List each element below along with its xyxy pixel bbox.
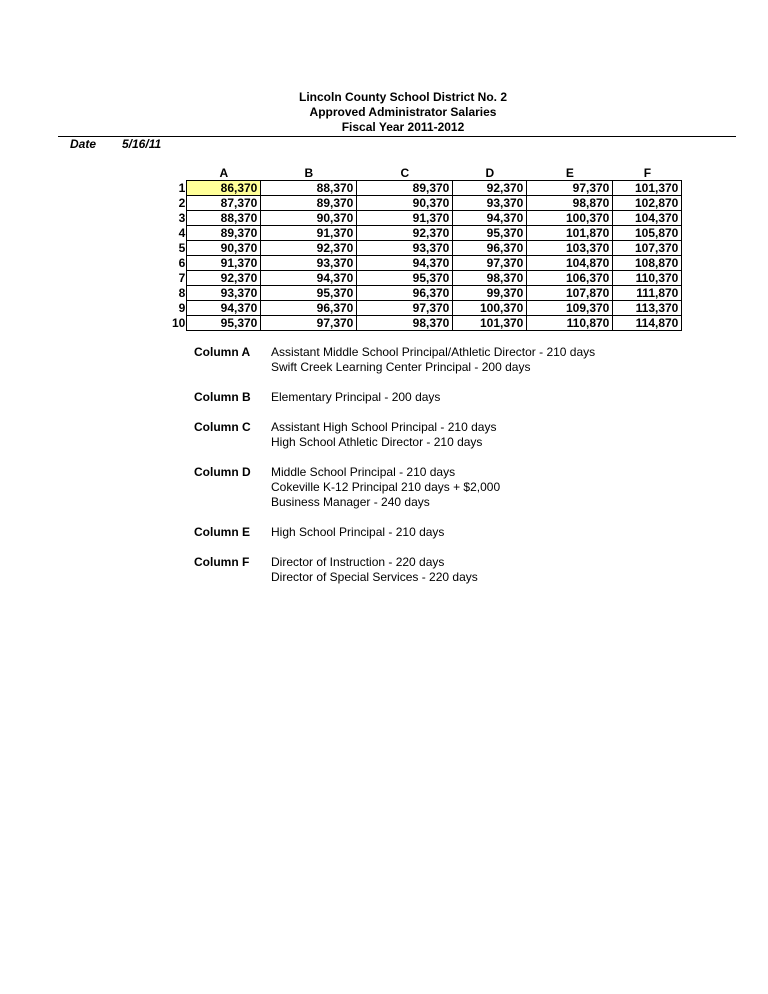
legend-description xyxy=(271,345,595,375)
table-row xyxy=(172,256,682,271)
salary-cell[interactable]: 92,370 xyxy=(187,271,261,286)
salary-cell[interactable]: 94,370 xyxy=(261,271,357,286)
legend-position-line: Director of Special Services - 220 days xyxy=(271,570,478,584)
salary-cell[interactable]: 91,370 xyxy=(357,211,453,226)
legend-position-line: Elementary Principal - 200 days xyxy=(271,390,441,404)
salary-cell[interactable]: 102,870 xyxy=(613,196,682,211)
legend-group xyxy=(194,390,595,405)
salary-cell[interactable]: 114,870 xyxy=(613,316,682,331)
salary-cell[interactable]: 89,370 xyxy=(357,181,453,196)
salary-cell[interactable]: 94,370 xyxy=(187,301,261,316)
salary-cell[interactable]: 96,370 xyxy=(261,301,357,316)
salary-cell[interactable]: 93,370 xyxy=(453,196,527,211)
step-number: 5 xyxy=(178,241,186,255)
salary-cell[interactable]: 89,370 xyxy=(187,226,261,241)
salary-cell[interactable]: 111,870 xyxy=(613,286,682,301)
table-row xyxy=(172,301,682,316)
salary-cell[interactable]: 88,370 xyxy=(187,211,261,226)
row-number-header xyxy=(172,164,187,181)
salary-cell[interactable]: 95,370 xyxy=(453,226,527,241)
salary-cell[interactable]: 100,370 xyxy=(453,301,527,316)
column-header-c: C xyxy=(400,166,410,180)
table-row xyxy=(172,316,682,331)
legend-position-line: Director of Instruction - 220 days xyxy=(271,555,445,569)
salary-cell[interactable]: 104,870 xyxy=(527,256,613,271)
salary-cell[interactable]: 93,370 xyxy=(357,241,453,256)
column-header-b: B xyxy=(304,166,314,180)
salary-cell[interactable]: 101,370 xyxy=(613,181,682,196)
salary-cell[interactable]: 97,370 xyxy=(453,256,527,271)
document-title xyxy=(0,90,768,135)
salary-cell[interactable]: 106,370 xyxy=(527,271,613,286)
salary-cell[interactable]: 92,370 xyxy=(261,241,357,256)
legend-description xyxy=(271,555,478,585)
legend-group xyxy=(194,420,595,450)
salary-cell[interactable]: 95,370 xyxy=(357,271,453,286)
salary-cell[interactable]: 93,370 xyxy=(261,256,357,271)
salary-cell[interactable]: 101,870 xyxy=(527,226,613,241)
salary-cell[interactable]: 86,370 xyxy=(187,181,261,196)
legend-description xyxy=(271,525,444,540)
column-legend xyxy=(194,345,595,600)
step-number: 4 xyxy=(178,226,186,240)
legend-column-name: Column A xyxy=(194,345,251,359)
legend-position-line: Business Manager - 240 days xyxy=(271,495,430,509)
table-row xyxy=(172,181,682,196)
table-row xyxy=(172,226,682,241)
salary-cell[interactable]: 94,370 xyxy=(357,256,453,271)
legend-position-line: Swift Creek Learning Center Principal - 200 days xyxy=(271,360,531,374)
column-header-row xyxy=(172,164,682,181)
legend-group xyxy=(194,465,595,510)
step-number: 2 xyxy=(178,196,186,210)
salary-cell[interactable]: 96,370 xyxy=(453,241,527,256)
salary-cell[interactable]: 97,370 xyxy=(261,316,357,331)
salary-cell[interactable]: 88,370 xyxy=(261,181,357,196)
salary-cell[interactable]: 90,370 xyxy=(357,196,453,211)
legend-position-line: Assistant Middle School Principal/Athletic Director - 210 days xyxy=(271,345,596,359)
salary-cell[interactable]: 105,870 xyxy=(613,226,682,241)
legend-position-line: High School Principal - 210 days xyxy=(271,525,445,539)
legend-column-name: Column F xyxy=(194,555,250,569)
salary-cell[interactable]: 113,370 xyxy=(613,301,682,316)
column-header-f: F xyxy=(643,166,652,180)
salary-cell[interactable]: 109,370 xyxy=(527,301,613,316)
salary-cell[interactable]: 99,370 xyxy=(453,286,527,301)
salary-cell[interactable]: 108,870 xyxy=(613,256,682,271)
legend-column-name: Column D xyxy=(194,465,251,479)
legend-position-line: High School Athletic Director - 210 days xyxy=(271,435,483,449)
table-row xyxy=(172,271,682,286)
column-header-d: D xyxy=(485,166,495,180)
salary-cell[interactable]: 92,370 xyxy=(357,226,453,241)
column-header-a: A xyxy=(219,166,229,180)
salary-table-body xyxy=(172,181,682,331)
table-row xyxy=(172,241,682,256)
salary-cell[interactable]: 93,370 xyxy=(187,286,261,301)
date-value: 5/16/11 xyxy=(122,137,162,151)
salary-cell[interactable]: 103,370 xyxy=(527,241,613,256)
salary-cell[interactable]: 90,370 xyxy=(187,241,261,256)
step-number: 9 xyxy=(178,301,186,315)
salary-cell[interactable]: 100,370 xyxy=(527,211,613,226)
salary-cell[interactable]: 89,370 xyxy=(261,196,357,211)
legend-column-name: Column E xyxy=(194,525,250,539)
step-number: 6 xyxy=(178,256,186,270)
report-title: Approved Administrator Salaries xyxy=(309,105,497,119)
fiscal-year: Fiscal Year 2011-2012 xyxy=(341,120,465,134)
salary-cell[interactable]: 87,370 xyxy=(187,196,261,211)
legend-description xyxy=(271,465,500,510)
legend-column-name: Column B xyxy=(194,390,251,404)
salary-cell[interactable]: 94,370 xyxy=(453,211,527,226)
table-row xyxy=(172,211,682,226)
step-number: 3 xyxy=(178,211,186,225)
salary-cell[interactable]: 97,370 xyxy=(527,181,613,196)
salary-cell[interactable]: 92,370 xyxy=(453,181,527,196)
salary-cell[interactable]: 107,870 xyxy=(527,286,613,301)
salary-cell[interactable]: 91,370 xyxy=(261,226,357,241)
legend-group xyxy=(194,345,595,375)
step-number: 7 xyxy=(178,271,186,285)
legend-position-line: Middle School Principal - 210 days xyxy=(271,465,456,479)
date-label: Date xyxy=(70,137,97,151)
table-row xyxy=(172,286,682,301)
salary-cell[interactable]: 98,370 xyxy=(357,316,453,331)
salary-cell[interactable]: 97,370 xyxy=(357,301,453,316)
salary-cell[interactable]: 107,370 xyxy=(613,241,682,256)
legend-description xyxy=(271,390,440,405)
salary-cell[interactable]: 95,370 xyxy=(187,316,261,331)
legend-description xyxy=(271,420,496,450)
salary-cell[interactable]: 110,370 xyxy=(613,271,682,286)
legend-column-name: Column C xyxy=(194,420,251,434)
district-name: Lincoln County School District No. 2 xyxy=(298,90,507,104)
step-number: 10 xyxy=(172,316,186,330)
step-number: 1 xyxy=(178,181,186,195)
salary-cell[interactable]: 98,870 xyxy=(527,196,613,211)
table-row xyxy=(172,196,682,211)
salary-cell[interactable]: 110,870 xyxy=(527,316,613,331)
salary-table xyxy=(172,164,682,331)
salary-cell[interactable]: 101,370 xyxy=(453,316,527,331)
salary-cell[interactable]: 104,370 xyxy=(613,211,682,226)
column-header-e: E xyxy=(565,166,574,180)
salary-cell[interactable]: 96,370 xyxy=(357,286,453,301)
step-number: 8 xyxy=(178,286,186,300)
salary-cell[interactable]: 91,370 xyxy=(187,256,261,271)
legend-group xyxy=(194,525,595,540)
legend-position-line: Assistant High School Principal - 210 days xyxy=(271,420,497,434)
salary-cell[interactable]: 90,370 xyxy=(261,211,357,226)
salary-cell[interactable]: 98,370 xyxy=(453,271,527,286)
legend-group xyxy=(194,555,595,585)
salary-cell[interactable]: 95,370 xyxy=(261,286,357,301)
legend-position-line: Cokeville K-12 Principal 210 days + $2,000 xyxy=(271,480,501,494)
